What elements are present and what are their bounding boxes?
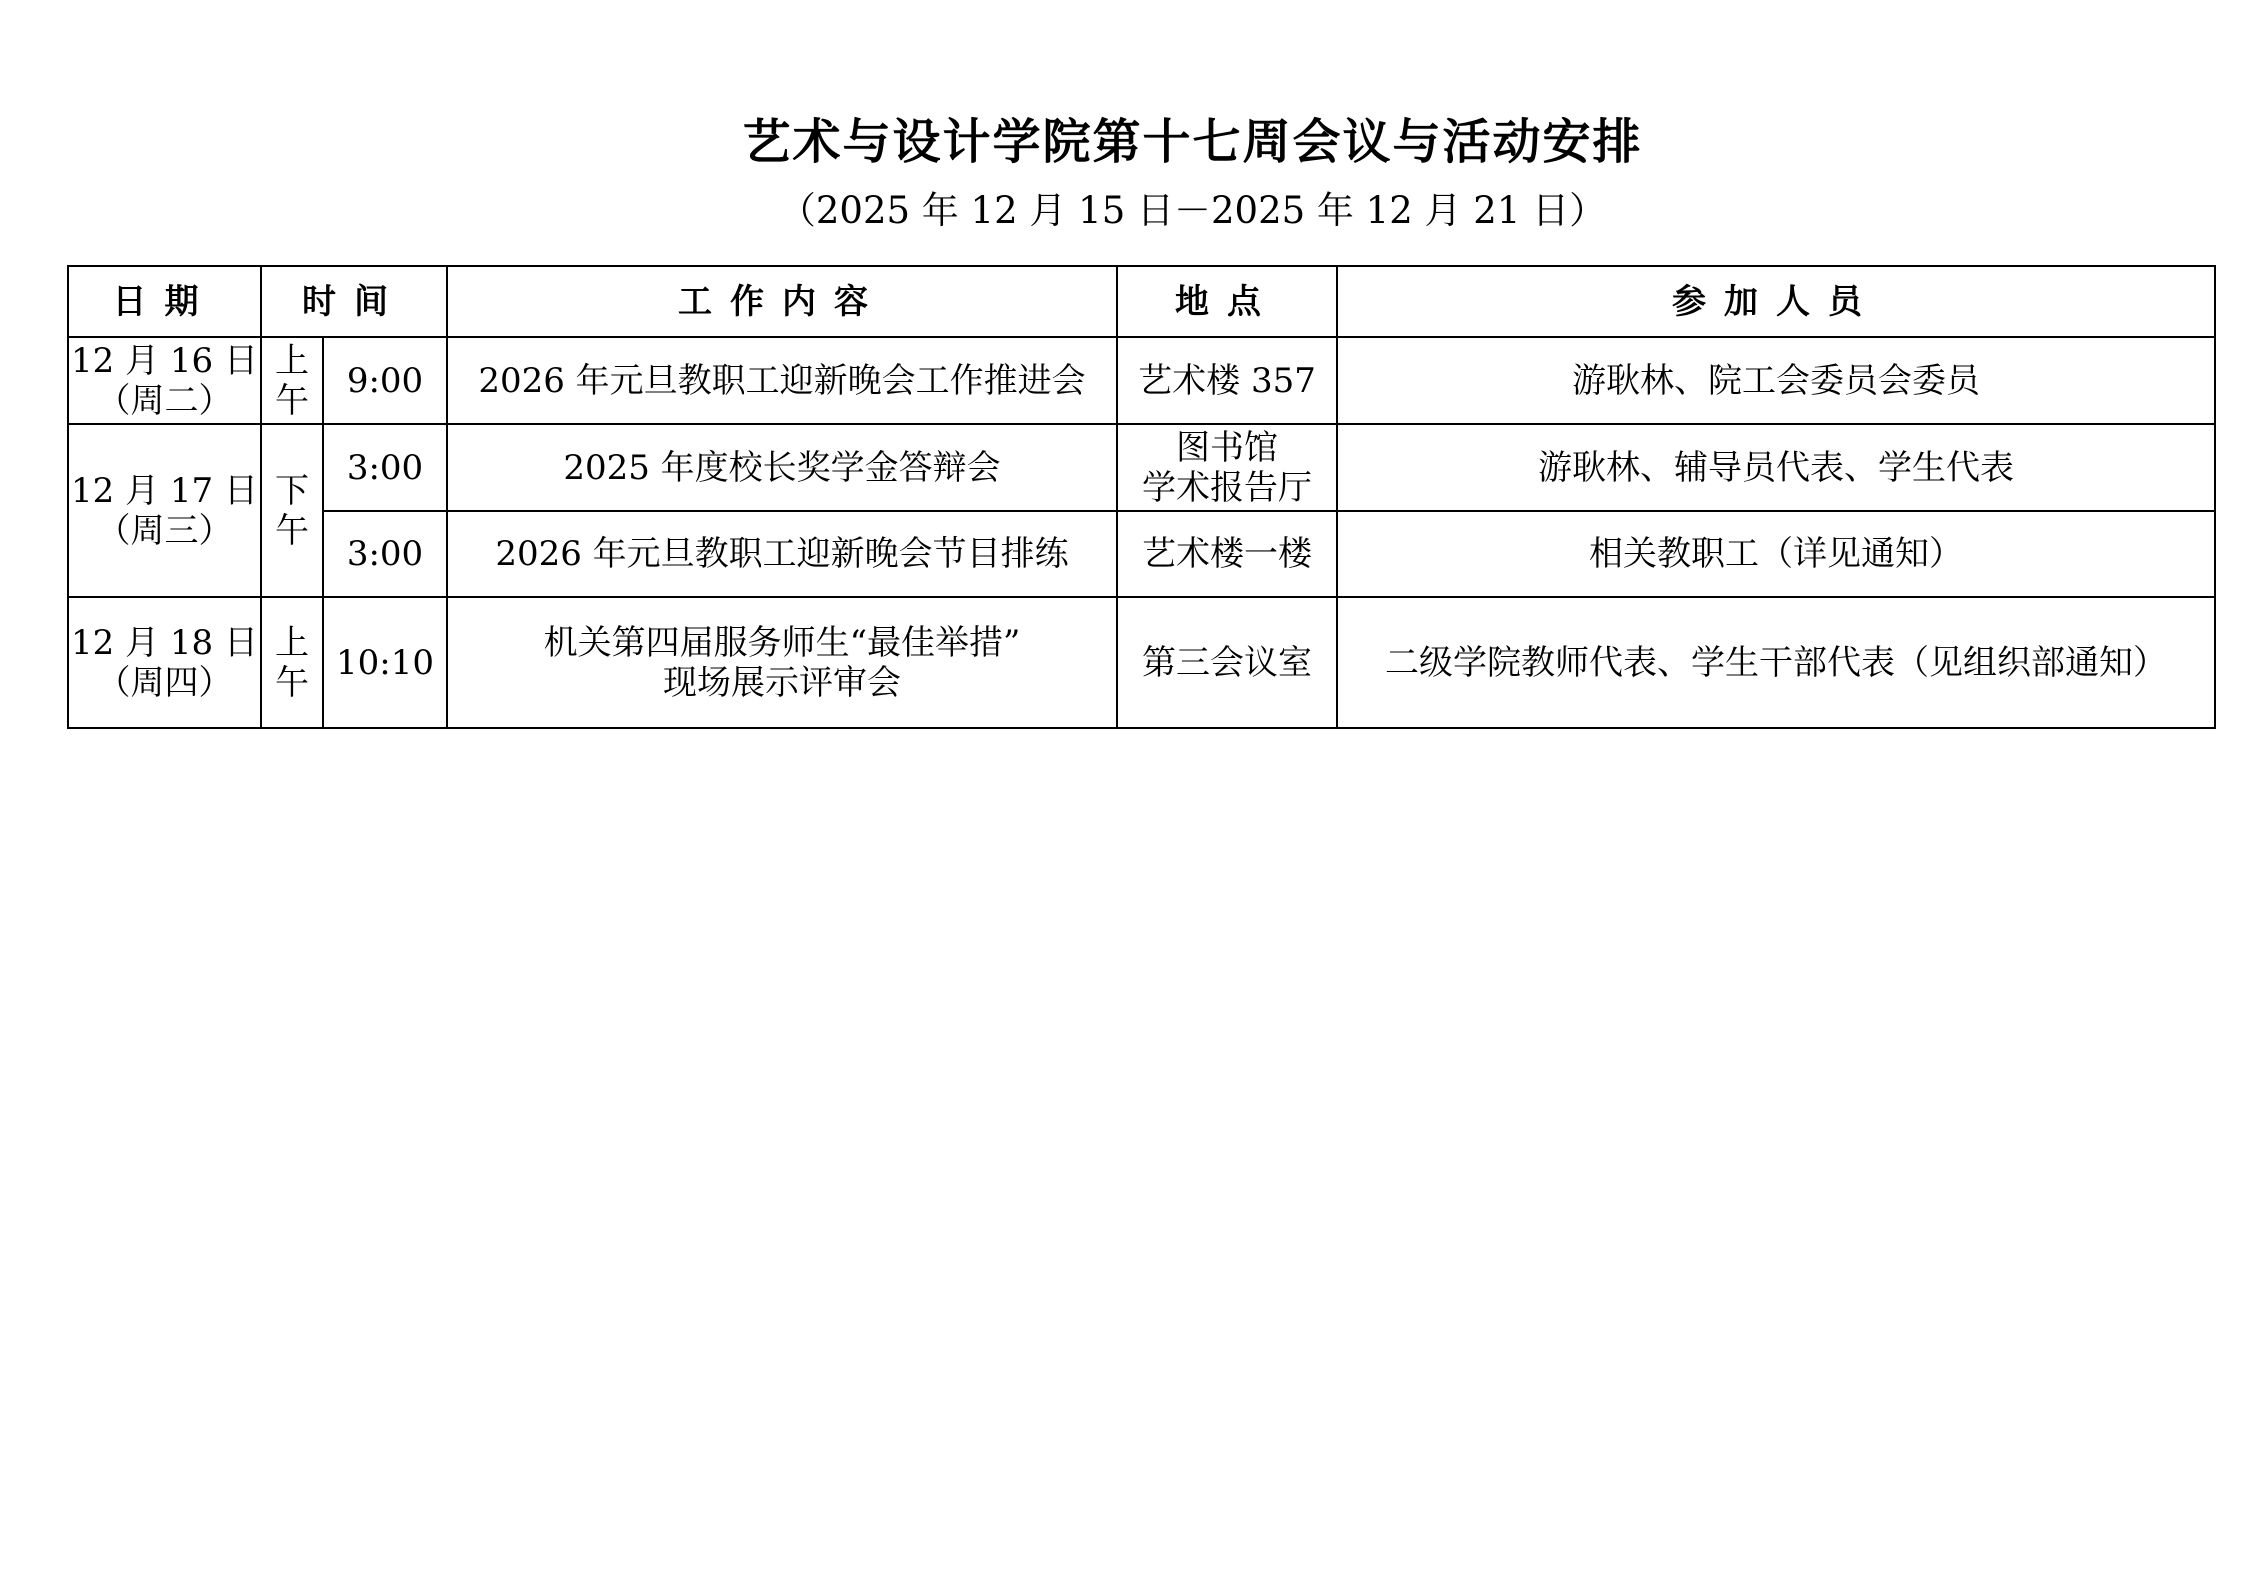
period-cell xyxy=(261,597,323,728)
content-cell xyxy=(447,337,1117,424)
content-text: 现场展示评审会 xyxy=(663,662,901,703)
table-row xyxy=(68,424,2215,511)
weekday-text: （周四） xyxy=(96,662,233,703)
header-place: 地点 xyxy=(1117,266,1337,337)
place-text: 艺术楼一楼 xyxy=(1142,534,1312,574)
content-text: 2026 年元旦教职工迎新晚会工作推进会 xyxy=(478,360,1086,401)
place-cell xyxy=(1117,424,1337,511)
time-cell: 9:00 xyxy=(323,337,447,424)
date-cell xyxy=(68,424,261,597)
document-title: 艺术与设计学院第十七周会议与活动安排 xyxy=(742,114,1643,170)
table-row xyxy=(68,337,2215,424)
place-text: 第三会议室 xyxy=(1142,642,1312,683)
date-text: 12 月 17 日 xyxy=(71,470,258,511)
people-cell: 相关教职工（详见通知） xyxy=(1337,511,2215,597)
content-text: 2026 年元旦教职工迎新晚会节目排练 xyxy=(495,534,1069,574)
date-text: 12 月 18 日 xyxy=(71,622,258,663)
time-cell: 10:10 xyxy=(323,597,447,728)
period-char: 下 xyxy=(275,470,309,511)
people-cell: 游耿林、辅导员代表、学生代表 xyxy=(1337,424,2215,511)
content-cell xyxy=(447,597,1117,728)
header-content: 工作内容 xyxy=(447,266,1117,337)
people-cell: 二级学院教师代表、学生干部代表（见组织部通知） xyxy=(1337,597,2215,728)
place-cell xyxy=(1117,597,1337,728)
weekday-text: （周二） xyxy=(96,380,233,421)
table-row xyxy=(68,597,2215,728)
period-char: 午 xyxy=(275,380,309,421)
date-text: 12 月 16 日 xyxy=(71,340,258,381)
content-text: 2025 年度校长奖学金答辩会 xyxy=(563,447,1001,488)
time-cell: 3:00 xyxy=(323,511,447,597)
header-time: 时间 xyxy=(261,266,447,337)
period-char: 上 xyxy=(275,622,309,663)
table-row xyxy=(68,511,2215,597)
schedule-table xyxy=(67,265,2216,729)
date-cell xyxy=(68,597,261,728)
header-people: 参加人员 xyxy=(1337,266,2215,337)
content-text: 机关第四届服务师生“最佳举措” xyxy=(543,622,1021,663)
place-text: 艺术楼 357 xyxy=(1138,360,1316,401)
table-header-row xyxy=(68,266,2215,337)
place-cell xyxy=(1117,337,1337,424)
period-cell xyxy=(261,424,323,597)
weekday-text: （周三） xyxy=(96,510,233,551)
period-char: 上 xyxy=(275,340,309,381)
people-cell: 游耿林、院工会委员会委员 xyxy=(1337,337,2215,424)
place-cell xyxy=(1117,511,1337,597)
time-cell: 3:00 xyxy=(323,424,447,511)
place-text: 图书馆 xyxy=(1176,427,1278,468)
period-char: 午 xyxy=(275,510,309,551)
place-text: 学术报告厅 xyxy=(1142,467,1312,508)
period-char: 午 xyxy=(275,662,309,703)
header-date: 日期 xyxy=(68,266,261,337)
date-cell xyxy=(68,337,261,424)
period-cell xyxy=(261,337,323,424)
date-range-subtitle: （2025 年 12 月 15 日－2025 年 12 月 21 日） xyxy=(778,189,1607,232)
content-cell xyxy=(447,424,1117,511)
content-cell xyxy=(447,511,1117,597)
